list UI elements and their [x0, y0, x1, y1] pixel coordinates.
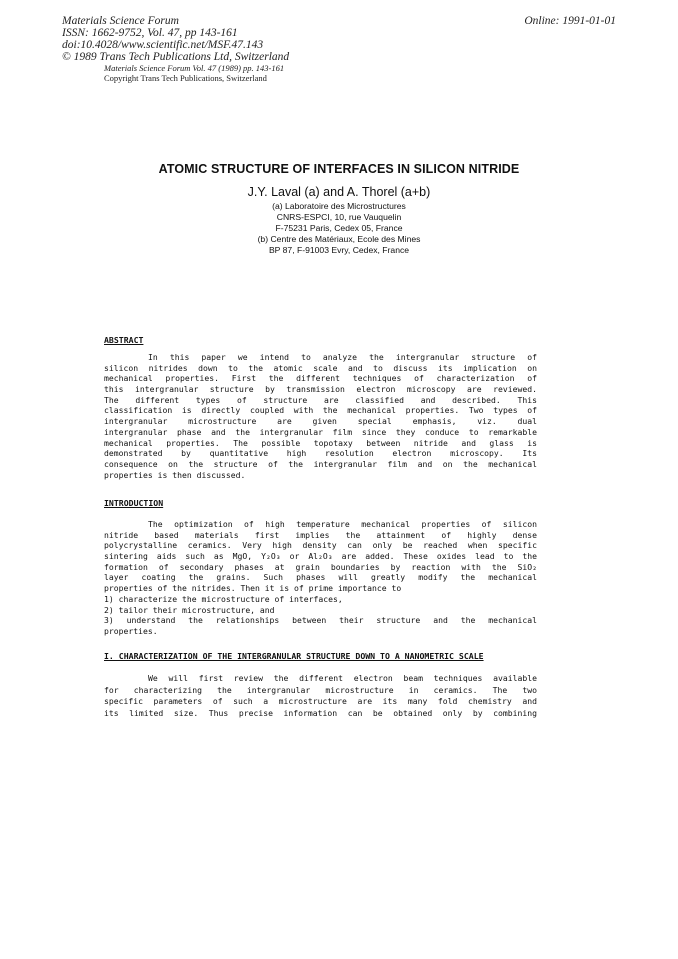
abstract-body	[104, 352, 537, 480]
abstract-line: mechanical properties. First the different techniques of characterization of	[104, 373, 537, 384]
abstract-line: mechanical properties. The possible topotaxy between nitride and glass is	[104, 437, 537, 448]
abstract-line: silicon nitrides down to the atomic scale and to discuss its implication on	[104, 362, 537, 373]
abstract-line: properties is then discussed.	[104, 469, 246, 480]
abstract-line: The different types of structure are classified and described. This	[104, 394, 537, 405]
abstract-line: intergranular phase and the intergranular film since they conduce to remarkable	[104, 426, 537, 437]
section-1-heading: I. CHARACTERIZATION OF THE INTERGRANULAR STRUCTURE DOWN TO A NANOMETRIC SCALE	[104, 651, 484, 661]
journal-doi[interactable]: doi:10.4028/www.scientific.net/MSF.47.143	[62, 39, 264, 51]
section-1-line: We will first review the different electron beam techniques available	[148, 673, 537, 683]
publisher-copyright: Copyright Trans Tech Publications, Switzerland	[104, 73, 267, 83]
introduction-heading: INTRODUCTION	[104, 498, 164, 508]
introduction-line: sintering aids such as MgO, Y₂O₃ or Al₂O₃ are added. These oxides lead to the	[104, 551, 537, 562]
affiliation-line: F-75231 Paris, Cedex 05, France	[275, 223, 403, 234]
paper-authors: J.Y. Laval (a) and A. Thorel (a+b)	[247, 185, 431, 199]
journal-info	[62, 15, 289, 63]
introduction-body	[104, 519, 537, 637]
affiliation-line: (a) Laboratoire des Microstructures	[272, 201, 406, 211]
introduction-line: properties of the nitrides. Then it is of prime importance to	[104, 583, 402, 594]
introduction-line: 1) characterize the microstructure of interfaces,	[104, 593, 343, 604]
online-date: Online: 1991-01-01	[524, 15, 616, 27]
section-1-line: its limited size. Thus precise information can be obtained only by combining	[104, 707, 537, 718]
journal-copyright: © 1989 Trans Tech Publications Ltd, Switzerland	[62, 51, 290, 63]
section-1-body	[104, 673, 537, 719]
introduction-line: nitride based materials first implies the attainment of highly dense	[104, 529, 537, 540]
affiliation-line: (b) Centre des Matériaux, Ecole des Mines	[257, 234, 421, 245]
abstract-line: this intergranular structure by transmission electron microscopy are reviewed.	[104, 384, 537, 395]
section-1-line: for characterizing the intergranular microstructure in ceramics. The two	[104, 684, 537, 695]
introduction-line: formation of secondary phases at grain boundaries by reaction with the SiO₂	[104, 561, 537, 572]
introduction-line: properties.	[104, 625, 158, 636]
abstract-line: In this paper we intend to analyze the intergranular structure of	[148, 352, 537, 362]
introduction-line: 2) tailor their microstructure, and	[104, 604, 275, 615]
journal-name: Materials Science Forum	[62, 15, 179, 27]
section-1-line: specific parameters of such a microstructure are its many fold chemistry and	[104, 696, 537, 707]
abstract-line: consequence on the structure of the intergranular film and on the mechanical	[104, 458, 537, 469]
abstract-line: intergranular microstructure are given special emphasis, viz. dual	[104, 416, 537, 427]
abstract-line: demonstrated by quantitative high resolution electron microscopy. Its	[104, 448, 537, 459]
introduction-line: The optimization of high temperature mechanical properties of silicon	[148, 519, 537, 529]
introduction-line: polycrystalline ceramics. Very high density can only be reached when specific	[104, 540, 537, 551]
introduction-line: layer coating the grains. Such phases will greatly modify the mechanical	[104, 572, 537, 583]
introduction-line: 3) understand the relationships between their structure and the mechanical	[104, 615, 537, 626]
affiliation-line: BP 87, F-91003 Evry, Cedex, France	[268, 245, 410, 256]
running-head: Materials Science Forum Vol. 47 (1989) pp. 143-161	[104, 63, 285, 73]
affiliations	[0, 201, 678, 256]
affiliation-line: CNRS-ESPCI, 10, rue Vauquelin	[276, 212, 402, 223]
abstract-heading: ABSTRACT	[104, 335, 144, 345]
abstract-line: classification is directly coupled with the mechanical properties. Two types of	[104, 405, 537, 416]
journal-issn: ISSN: 1662-9752, Vol. 47, pp 143-161	[62, 27, 238, 39]
paper-title: ATOMIC STRUCTURE OF INTERFACES IN SILICON NITRIDE	[158, 162, 520, 176]
